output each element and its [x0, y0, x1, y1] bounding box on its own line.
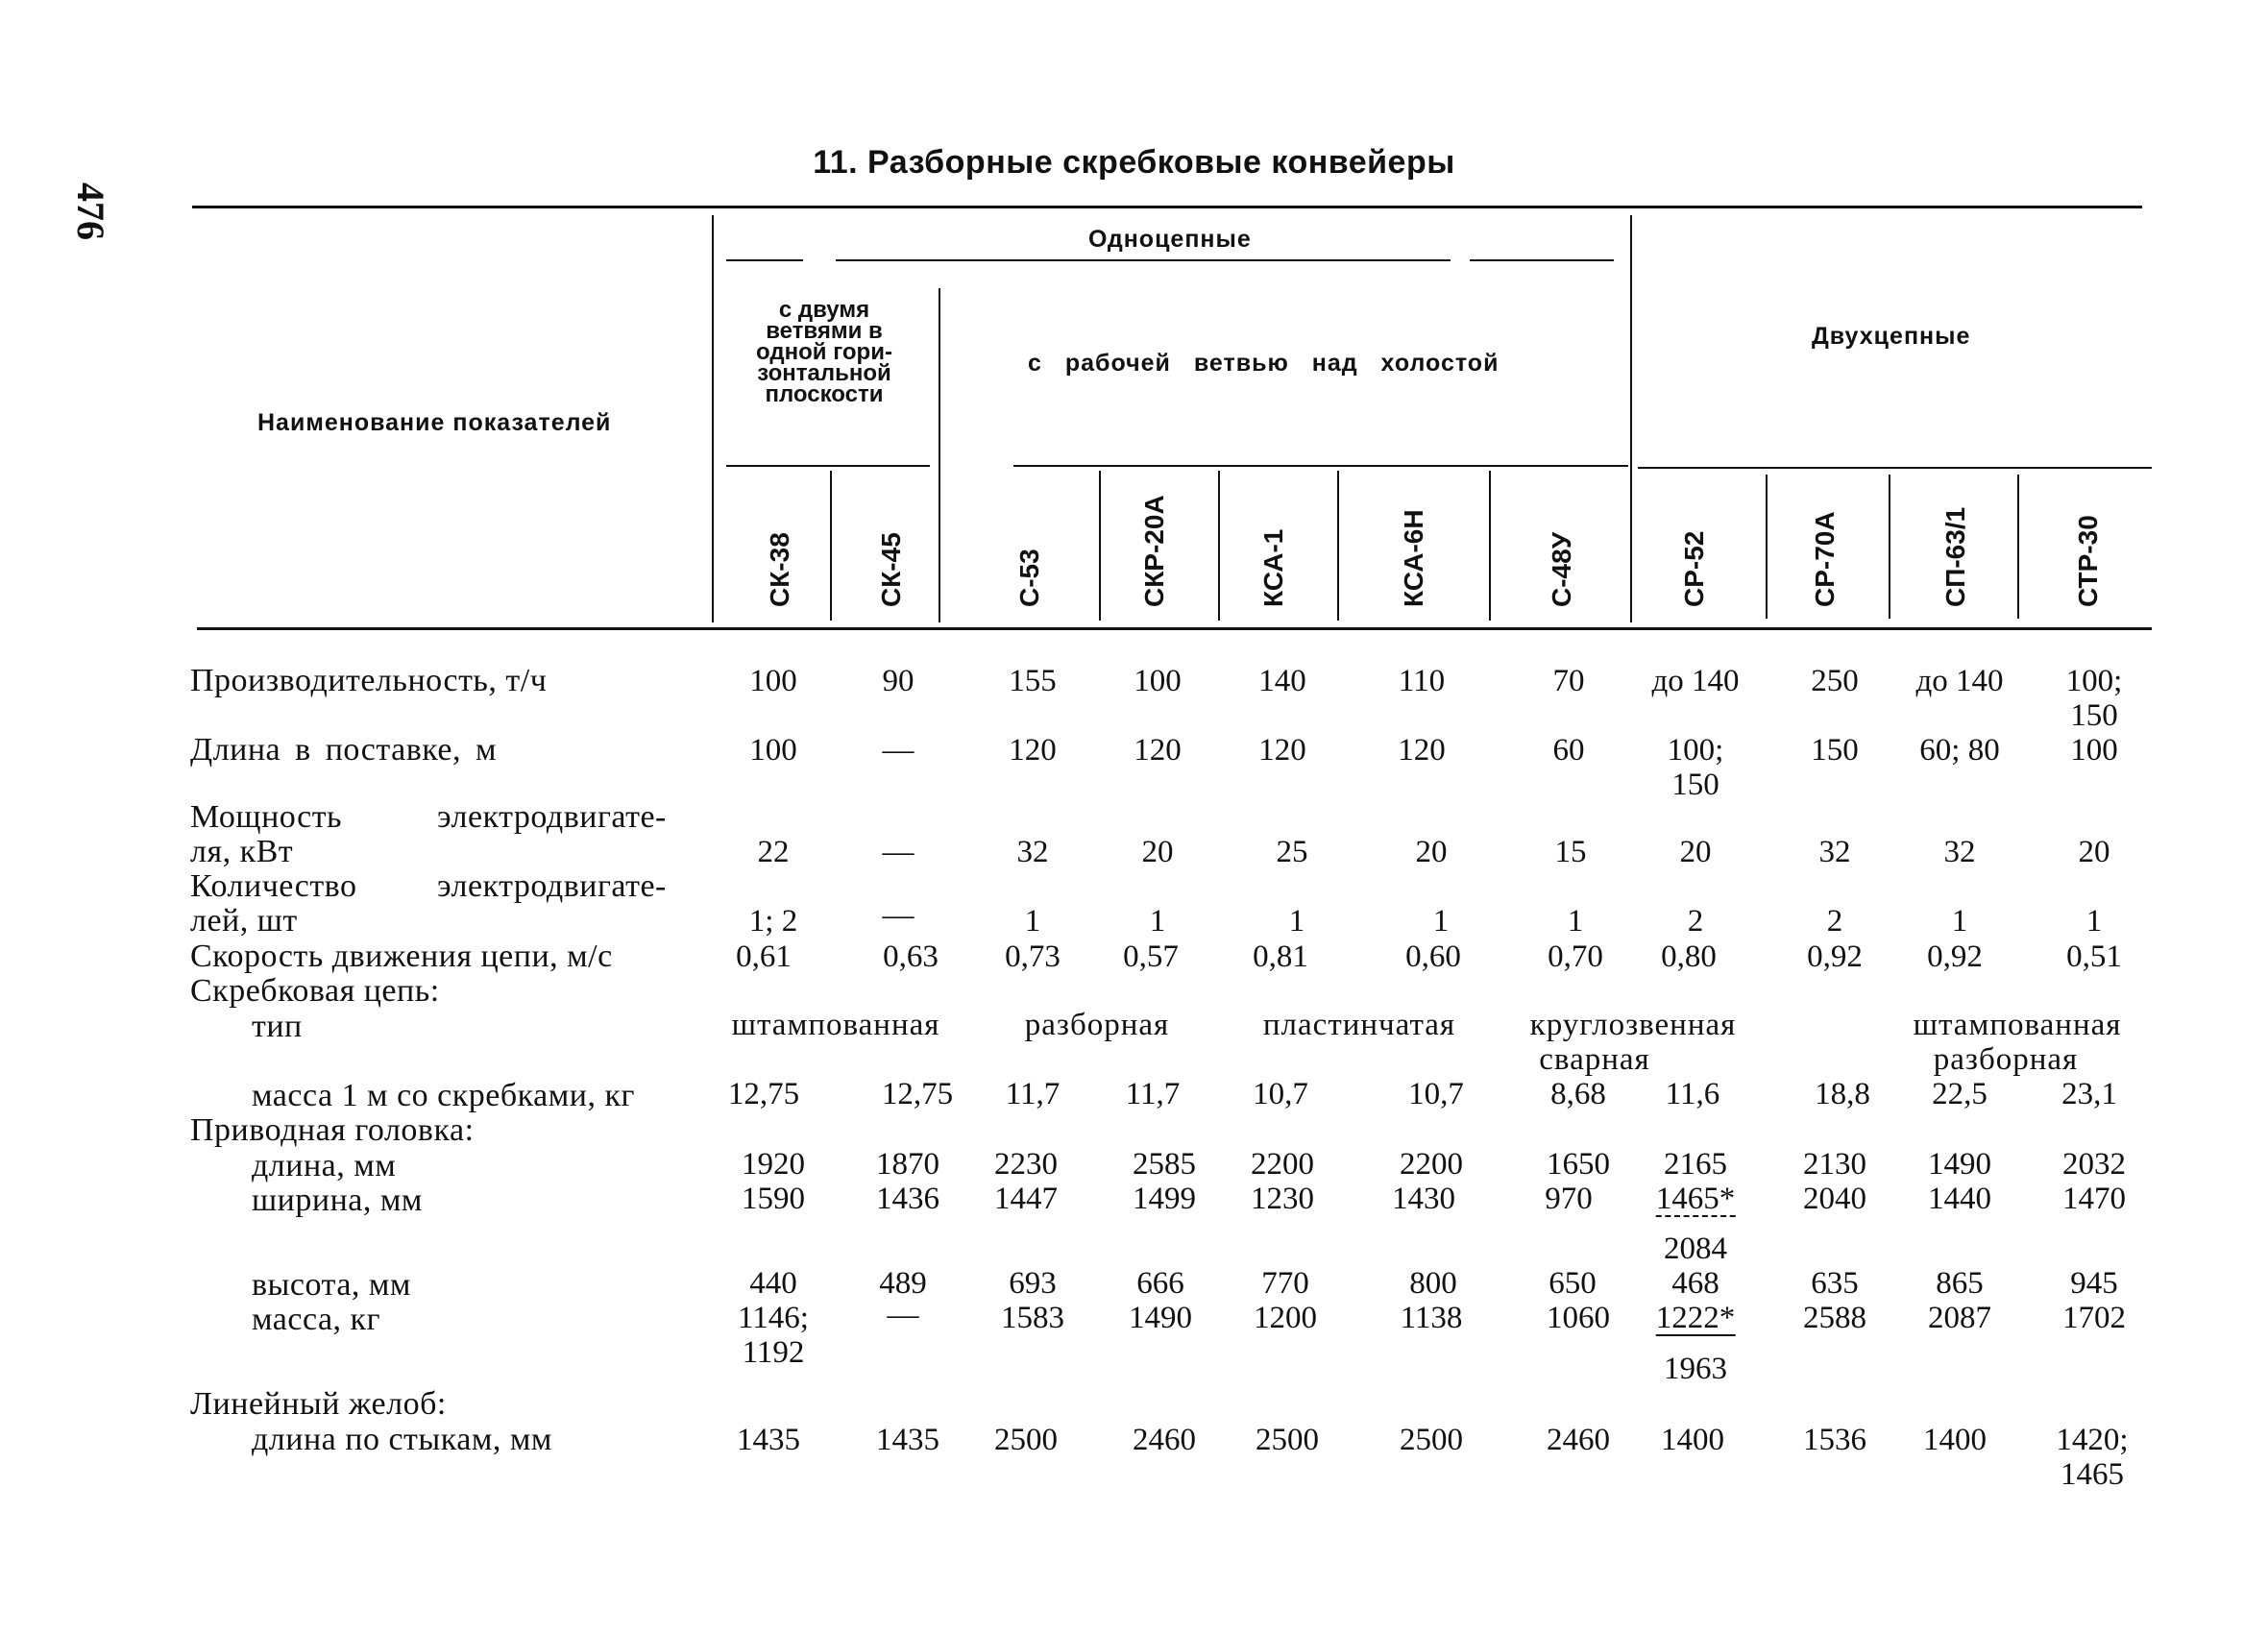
model-s48u: С-48У — [1547, 531, 1576, 607]
cell: 1490 — [1129, 1301, 1192, 1335]
single-rule-mid — [836, 259, 1451, 261]
cell: 2 — [1826, 904, 1843, 939]
cell: 0,70 — [1548, 939, 1603, 974]
col-divider-double — [1630, 215, 1632, 622]
label-count-c: лей, шт — [190, 903, 298, 939]
cell: 2500 — [994, 1423, 1058, 1457]
cell: 1; 2 — [748, 904, 798, 939]
model-ksa6n: КСА-6Н — [1399, 509, 1428, 607]
model-sk45: СК-45 — [876, 532, 906, 607]
cell: 2460 — [1547, 1423, 1610, 1457]
label-length: Длина в поставке, м — [190, 732, 498, 768]
cell: 1200 — [1254, 1301, 1317, 1335]
cell: 800 — [1409, 1266, 1457, 1301]
cell: 11,7 — [1005, 1077, 1061, 1111]
cell: 2585 — [1133, 1147, 1196, 1182]
chain-type-stamped2-a: штампованная — [1913, 1008, 2122, 1042]
cell: 1920 — [742, 1147, 805, 1182]
single-rule-right — [1470, 259, 1614, 261]
cell: 1 — [1567, 904, 1584, 939]
model-divider — [830, 471, 832, 621]
cell: 18,8 — [1815, 1077, 1870, 1111]
cell: 25 — [1276, 835, 1308, 869]
group-divider — [939, 288, 940, 622]
label-d-length: длина, мм — [252, 1148, 397, 1183]
label-d-mass: масса, кг — [252, 1302, 381, 1337]
cell: 489 — [879, 1266, 927, 1301]
model-ksa1: КСА-1 — [1258, 528, 1288, 607]
cell: 1465 — [2061, 1457, 2124, 1492]
cell: 2200 — [1400, 1147, 1463, 1182]
cell: 440 — [749, 1266, 797, 1301]
model-sr70a: СР-70А — [1810, 511, 1840, 607]
cell: 8,68 — [1550, 1077, 1606, 1111]
cell: 2460 — [1133, 1423, 1196, 1457]
cell: 120 — [1134, 733, 1182, 768]
label-mass-per-m: масса 1 м со скребками, кг — [252, 1078, 635, 1113]
cell: 1420; — [2056, 1423, 2129, 1457]
cell: 0,80 — [1661, 939, 1717, 974]
cell: 1440 — [1928, 1182, 1991, 1216]
label-speed: Скорость движения цепи, м/с — [190, 939, 613, 974]
cell: 22,5 — [1932, 1077, 1988, 1111]
cell: 1650 — [1547, 1147, 1610, 1182]
top-rule — [192, 206, 2142, 208]
cell: 2588 — [1803, 1301, 1866, 1335]
double-chain-heading: Двухцепные — [1812, 323, 1971, 350]
cell: 100 — [749, 733, 797, 768]
model-divider — [1889, 475, 1890, 619]
cell: 0,60 — [1405, 939, 1461, 974]
cell: 2 — [1687, 904, 1704, 939]
cell: 20 — [1141, 835, 1174, 869]
cell: 22 — [757, 835, 790, 869]
cell: 2230 — [994, 1147, 1058, 1182]
chain-type-stamped: штампованная — [731, 1008, 940, 1042]
label-trough: Линейный желоб: — [190, 1386, 447, 1422]
cell: 1435 — [737, 1423, 800, 1457]
cell: 1435 — [876, 1423, 939, 1457]
cell: 0,63 — [883, 939, 939, 974]
cell: 1 — [1432, 904, 1450, 939]
cell: 60; 80 — [1919, 733, 2000, 768]
model-divider — [1218, 471, 1220, 621]
model-sk38: СК-38 — [765, 532, 794, 607]
cell: 1230 — [1251, 1182, 1314, 1216]
cell: 0,81 — [1253, 939, 1308, 974]
chain-type-plate: пластинчатая — [1262, 1008, 1456, 1042]
cell: 2165 — [1664, 1147, 1727, 1182]
sub-rule-2 — [1013, 465, 1628, 467]
cell: 10,7 — [1408, 1077, 1464, 1111]
model-s53: С-53 — [1014, 549, 1044, 607]
cell: 0,61 — [736, 939, 792, 974]
cell: 2200 — [1251, 1147, 1314, 1182]
label-power-a: Мощность — [190, 799, 343, 835]
group-horizontal-line: зонтальной — [757, 360, 891, 386]
cell: 110 — [1398, 664, 1446, 698]
chain-type-collapsible: разборная — [1024, 1008, 1170, 1042]
label-count-b: электродвигате- — [437, 868, 667, 904]
cell: 1536 — [1803, 1423, 1866, 1457]
model-divider — [1766, 475, 1768, 619]
single-rule-left — [726, 259, 803, 261]
cell: 70 — [1552, 664, 1585, 698]
cell: 1222* — [1655, 1301, 1736, 1335]
cell: 32 — [1016, 835, 1049, 869]
cell: 2032 — [2062, 1147, 2126, 1182]
cell: 1060 — [1547, 1301, 1610, 1335]
cell: 650 — [1549, 1266, 1597, 1301]
model-divider — [1099, 471, 1101, 621]
cell: 1490 — [1928, 1147, 1991, 1182]
cell: 20 — [1679, 835, 1712, 869]
label-power-b: электродвигате- — [437, 799, 667, 835]
label-productivity: Производительность, т/ч — [190, 663, 548, 698]
cell: 0,57 — [1123, 939, 1179, 974]
cell: 100 — [2070, 733, 2118, 768]
page-title: 11. Разборные скребковые конвейеры — [813, 144, 1455, 181]
cell: 0,51 — [2066, 939, 2122, 974]
cell: 12,75 — [881, 1077, 954, 1111]
cell: 20 — [1415, 835, 1448, 869]
cell: 100; — [2065, 664, 2123, 698]
cell: 1146; — [738, 1301, 809, 1335]
page-number: 476 — [69, 183, 112, 240]
cell: 770 — [1261, 1266, 1309, 1301]
name-column-heading: Наименование показателей — [257, 409, 612, 436]
cell: до 140 — [1651, 664, 1740, 698]
sub-rule-3 — [1638, 467, 2152, 469]
single-chain-heading: Одноцепные — [1088, 226, 1252, 253]
cell: 2084 — [1664, 1232, 1727, 1266]
cell: 666 — [1136, 1266, 1184, 1301]
cell: 1 — [1149, 904, 1166, 939]
cell: 1870 — [876, 1147, 939, 1182]
label-chain: Скребковая цепь: — [190, 973, 440, 1009]
cell: 693 — [1009, 1266, 1057, 1301]
cell: 90 — [882, 664, 915, 698]
cell: 1138 — [1400, 1301, 1463, 1335]
label-type: тип — [252, 1009, 303, 1044]
cell: 468 — [1671, 1266, 1719, 1301]
cell: 12,75 — [727, 1077, 800, 1111]
group-horizontal-line: ветвями в — [766, 318, 883, 344]
cell: 2500 — [1256, 1423, 1319, 1457]
label-d-height: высота, мм — [252, 1267, 411, 1303]
cell: 60 — [1552, 733, 1585, 768]
cell: 1192 — [742, 1335, 805, 1370]
cell: 10,7 — [1253, 1077, 1308, 1111]
cell: до 140 — [1915, 664, 2004, 698]
model-sp63: СП-63/1 — [1940, 506, 1970, 607]
cell: — — [882, 835, 915, 869]
chain-type-round-a: круглозвенная — [1529, 1008, 1737, 1042]
cell: 945 — [2070, 1266, 2118, 1301]
cell: 1470 — [2062, 1182, 2126, 1216]
header-bottom-rule — [197, 627, 2152, 630]
cell: — — [887, 1298, 919, 1332]
cell: 1583 — [1001, 1301, 1064, 1335]
cell: 1590 — [742, 1182, 805, 1216]
cell: 0,73 — [1005, 939, 1061, 974]
cell: 1963 — [1664, 1352, 1727, 1386]
cell: 11,7 — [1125, 1077, 1181, 1111]
cell: 120 — [1258, 733, 1306, 768]
cell: 150 — [1671, 768, 1719, 802]
cell: 23,1 — [2061, 1077, 2117, 1111]
cell: 250 — [1811, 664, 1859, 698]
cell: 1436 — [876, 1182, 939, 1216]
cell: — — [882, 898, 915, 933]
cell: 2087 — [1928, 1301, 1991, 1335]
cell: 100 — [1134, 664, 1182, 698]
cell: 100 — [749, 664, 797, 698]
model-divider — [1489, 471, 1491, 621]
cell: 120 — [1398, 733, 1446, 768]
model-str30: СТР-30 — [2073, 515, 2103, 607]
col-divider-main — [712, 215, 714, 622]
group-over-heading: с рабочей ветвью над холостой — [1028, 350, 1500, 377]
cell: 150 — [2070, 698, 2118, 733]
label-t-length: длина по стыкам, мм — [252, 1422, 552, 1457]
cell: 1 — [1951, 904, 1968, 939]
cell: 1702 — [2062, 1301, 2126, 1335]
cell: 1 — [2085, 904, 2103, 939]
cell: 120 — [1009, 733, 1057, 768]
sub-rule-1 — [726, 465, 930, 467]
cell: 1400 — [1923, 1423, 1987, 1457]
chain-type-stamped2-b: разборная — [1933, 1042, 2079, 1077]
model-divider — [1337, 471, 1339, 621]
cell: 1400 — [1661, 1423, 1724, 1457]
cell: 635 — [1811, 1266, 1859, 1301]
cell: 140 — [1258, 664, 1306, 698]
cell: 1499 — [1133, 1182, 1196, 1216]
cell: 1 — [1024, 904, 1041, 939]
model-divider — [2017, 475, 2019, 619]
cell: 155 — [1009, 664, 1057, 698]
chain-type-round-b: сварная — [1539, 1042, 1650, 1077]
cell: 11,6 — [1665, 1077, 1720, 1111]
cell: 2040 — [1803, 1182, 1866, 1216]
cell: 1 — [1288, 904, 1305, 939]
cell: 1447 — [994, 1182, 1058, 1216]
group-horizontal-line: с двумя — [778, 297, 870, 323]
cell: — — [882, 733, 915, 768]
cell: 32 — [1818, 835, 1851, 869]
cell: 0,92 — [1807, 939, 1863, 974]
cell: 32 — [1943, 835, 1976, 869]
label-d-width: ширина, мм — [252, 1183, 423, 1218]
cell: 865 — [1936, 1266, 1984, 1301]
group-horizontal-line: плоскости — [765, 381, 884, 407]
cell: 15 — [1554, 835, 1587, 869]
label-power-c: ля, кВт — [190, 834, 294, 869]
cell: 970 — [1545, 1182, 1593, 1216]
label-count-a: Количество — [190, 868, 357, 904]
model-skr20a: СКР-20А — [1139, 495, 1169, 607]
cell: 1465* — [1655, 1182, 1736, 1216]
cell: 20 — [2078, 835, 2110, 869]
cell: 1430 — [1392, 1182, 1455, 1216]
label-drive: Приводная головка: — [190, 1112, 475, 1148]
cell: 0,92 — [1927, 939, 1983, 974]
cell: 2130 — [1803, 1147, 1866, 1182]
model-sr52: СР-52 — [1679, 530, 1709, 607]
cell: 150 — [1811, 733, 1859, 768]
group-horizontal-line: одной гори- — [756, 339, 892, 365]
cell: 100; — [1667, 733, 1724, 768]
cell: 2500 — [1400, 1423, 1463, 1457]
group-horizontal — [719, 297, 930, 407]
